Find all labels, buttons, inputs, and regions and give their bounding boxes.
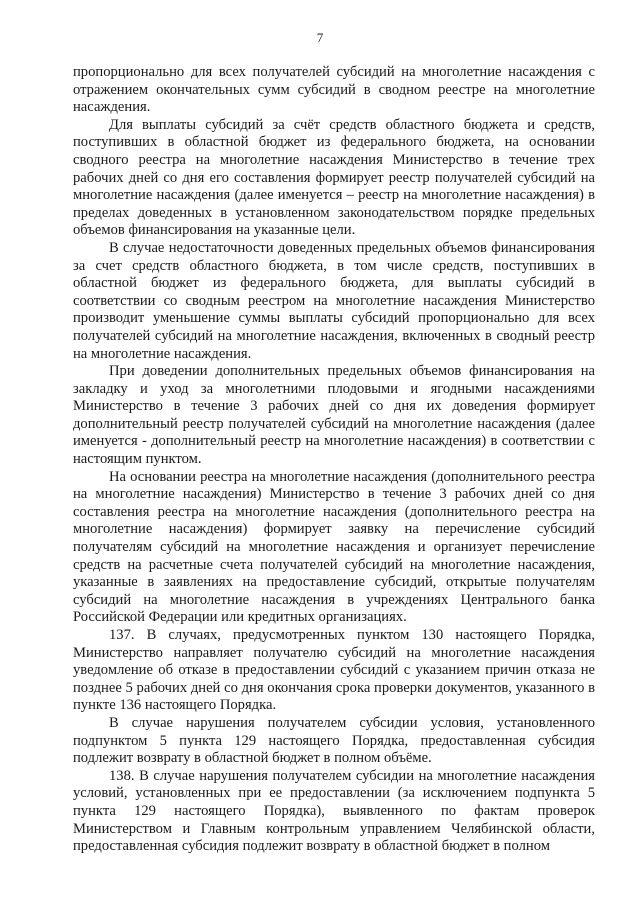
paragraph: При доведении дополнительных предельных объемов финансирования на закладку и уход за многолетними плодовыми и ягодными насаждениями Министерство в течение 3 рабочих дней со дня их доведения формирует дополнительный реестр получателей субсидий на многолетние насаждения (далее именуется - дополнительный реестр на многолетние насаждения) в соответствии с настоящим пунктом. [73,363,595,468]
paragraph-item-137: 137. В случаях, предусмотренных пунктом 130 настоящего Порядка, Министерство направляет получателю субсидий на многолетние насаждения уведомление об отказе в предоставлении субсидий с указанием причин отказа не позднее 5 рабочих дней со дня окончания срока проверки документов, указанного в пункте 136 настоящего Порядка. [73,627,595,714]
paragraph: В случае недостаточности доведенных предельных объемов финансирования за счет средств областного бюджета, в том числе средств, поступивших в областной бюджет из федерального бюджета, для выплаты субсидий в соответствии со сводным реестром на многолетние насаждения Министерство производит уменьшение суммы выплаты субсидий пропорционально для всех получателей субсидий на многолетние насаждения, включенных в сводный реестр на многолетние насаждения. [73,239,595,362]
document-body [73,64,595,856]
paragraph: На основании реестра на многолетние насаждения (дополнительного реестра на многолетние насаждения) Министерство в течение 3 рабочих дней со дня составления реестра на многолетние насаждения (дополнительного реестра на многолетние насаждения) формирует заявку на перечисление субсидий получателям субсидий на многолетние насаждения и организует перечисление средств на расчетные счета получателей субсидий на многолетние насаждения, указанные в заявлениях на предоставление субсидий, открытые получателям субсидий на многолетние насаждения в учреждениях Центрального банка Российской Федерации или кредитных организациях. [73,468,595,626]
page-number: 7 [316,30,324,45]
paragraph: В случае нарушения получателем субсидии условия, установленного подпунктом 5 пункта 129 настоящего Порядка, предоставленная субсидия подлежит возврату в областной бюджет в полном объёме. [73,714,595,767]
paragraph-continuation: пропорционально для всех получателей субсидий на многолетние насаждения с отражением окончательных сумм субсидий в сводном реестре на многолетние насаждения. [73,64,595,116]
paragraph: Для выплаты субсидий за счёт средств областного бюджета и средств, поступивших в областной бюджет из федерального бюджета, на основании сводного реестра на многолетние насаждения Министерство в течение трех рабочих дней со дня его составления формирует реестр получателей субсидий на многолетние насаждения (далее именуется – реестр на многолетние насаждения) в пределах доведенных в установленном законодательством порядке предельных объемов финансирования на указанные цели. [73,116,595,239]
paragraph-item-138: 138. В случае нарушения получателем субсидии на многолетние насаждения условий, установленных при ее предоставлении (за исключением подпункта 5 пункта 129 настоящего Порядка), выявленного по фактам проверок Министерством и Главным контрольным управлением Челябинской области, предоставленная субсидия подлежит возврату в областной бюджет в полном [73,767,595,855]
